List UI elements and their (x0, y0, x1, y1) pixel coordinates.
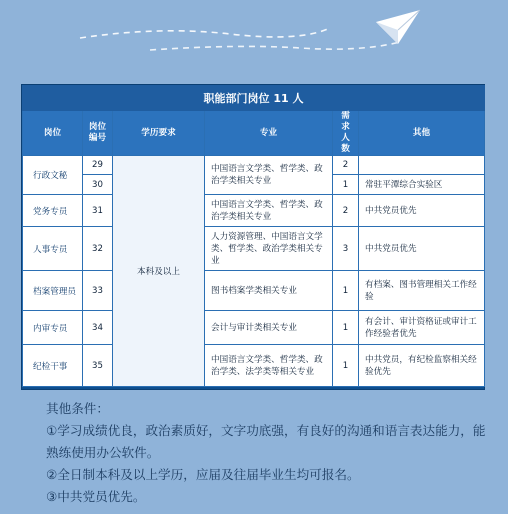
header-major: 专业 (205, 111, 333, 156)
condition-item-2: ②全日制本科及以上学历，应届及往届毕业生均可报名。 (46, 467, 360, 482)
table-row (23, 227, 485, 271)
dashed-trail-top (80, 28, 330, 38)
table-row (23, 311, 485, 345)
code-cell: 33 (83, 271, 113, 311)
count-cell: 1 (333, 345, 359, 387)
condition-item-1: ①学习成绩优良，政治素质好，文字功底强，有良好的沟通和语言表达能力，能熟练使用办公软件。 (46, 423, 486, 460)
dashed-trail-bottom (150, 42, 400, 50)
other-cell: 有档案、图书管理相关工作经验 (359, 271, 485, 311)
count-cell: 1 (333, 271, 359, 311)
conditions-title: 其他条件： (46, 401, 109, 416)
table-row (23, 345, 485, 387)
header-other: 其他 (359, 111, 485, 156)
table-header-row (23, 111, 485, 156)
major-cell: 中国语言文学类、哲学类、政治学类、法学类等相关专业 (205, 345, 333, 387)
table-row (23, 156, 485, 175)
table-title-row (23, 86, 485, 111)
other-cell: 有会计、审计资格证或审计工作经验者优先 (359, 311, 485, 345)
header-position: 岗位 (23, 111, 83, 156)
condition-item-3: ③中共党员优先。 (46, 489, 146, 504)
major-cell: 中国语言文学类、哲学类、政治学类相关专业 (205, 195, 333, 227)
position-cell: 人事专员 (23, 227, 83, 271)
other-cell: 中共党员优先 (359, 195, 485, 227)
count-cell: 1 (333, 175, 359, 195)
positions-table (22, 85, 485, 387)
position-cell: 行政文秘 (23, 156, 83, 195)
major-cell: 人力资源管理、中国语言文学类、哲学类、政治学类相关专业 (205, 227, 333, 271)
code-cell: 30 (83, 175, 113, 195)
position-cell: 纪检干事 (23, 345, 83, 387)
code-cell: 29 (83, 156, 113, 175)
paper-plane-icon (376, 10, 420, 44)
table-title: 职能部门岗位 11 人 (23, 86, 485, 111)
other-cell: 常驻平潭综合实验区 (359, 175, 485, 195)
position-cell: 档案管理员 (23, 271, 83, 311)
positions-table-panel (22, 85, 484, 389)
count-cell: 2 (333, 195, 359, 227)
header-count: 需求人数 (333, 111, 359, 156)
code-cell: 35 (83, 345, 113, 387)
other-conditions (46, 398, 486, 508)
code-cell: 32 (83, 227, 113, 271)
count-cell: 2 (333, 156, 359, 175)
table-row (23, 271, 485, 311)
education-cell: 本科及以上 (113, 156, 205, 387)
major-cell: 图书档案学类相关专业 (205, 271, 333, 311)
other-cell: 中共党员，有纪检监察相关经验优先 (359, 345, 485, 387)
count-cell: 3 (333, 227, 359, 271)
major-cell: 中国语言文学类、哲学类、政治学类相关专业 (205, 156, 333, 195)
table-row (23, 195, 485, 227)
header-decoration (0, 0, 508, 80)
major-cell: 会计与审计类相关专业 (205, 311, 333, 345)
other-cell: 中共党员优先 (359, 227, 485, 271)
count-cell: 1 (333, 311, 359, 345)
position-cell: 内审专员 (23, 311, 83, 345)
position-cell: 党务专员 (23, 195, 83, 227)
code-cell: 34 (83, 311, 113, 345)
header-education: 学历要求 (113, 111, 205, 156)
other-cell (359, 156, 485, 175)
code-cell: 31 (83, 195, 113, 227)
header-code: 岗位编号 (83, 111, 113, 156)
